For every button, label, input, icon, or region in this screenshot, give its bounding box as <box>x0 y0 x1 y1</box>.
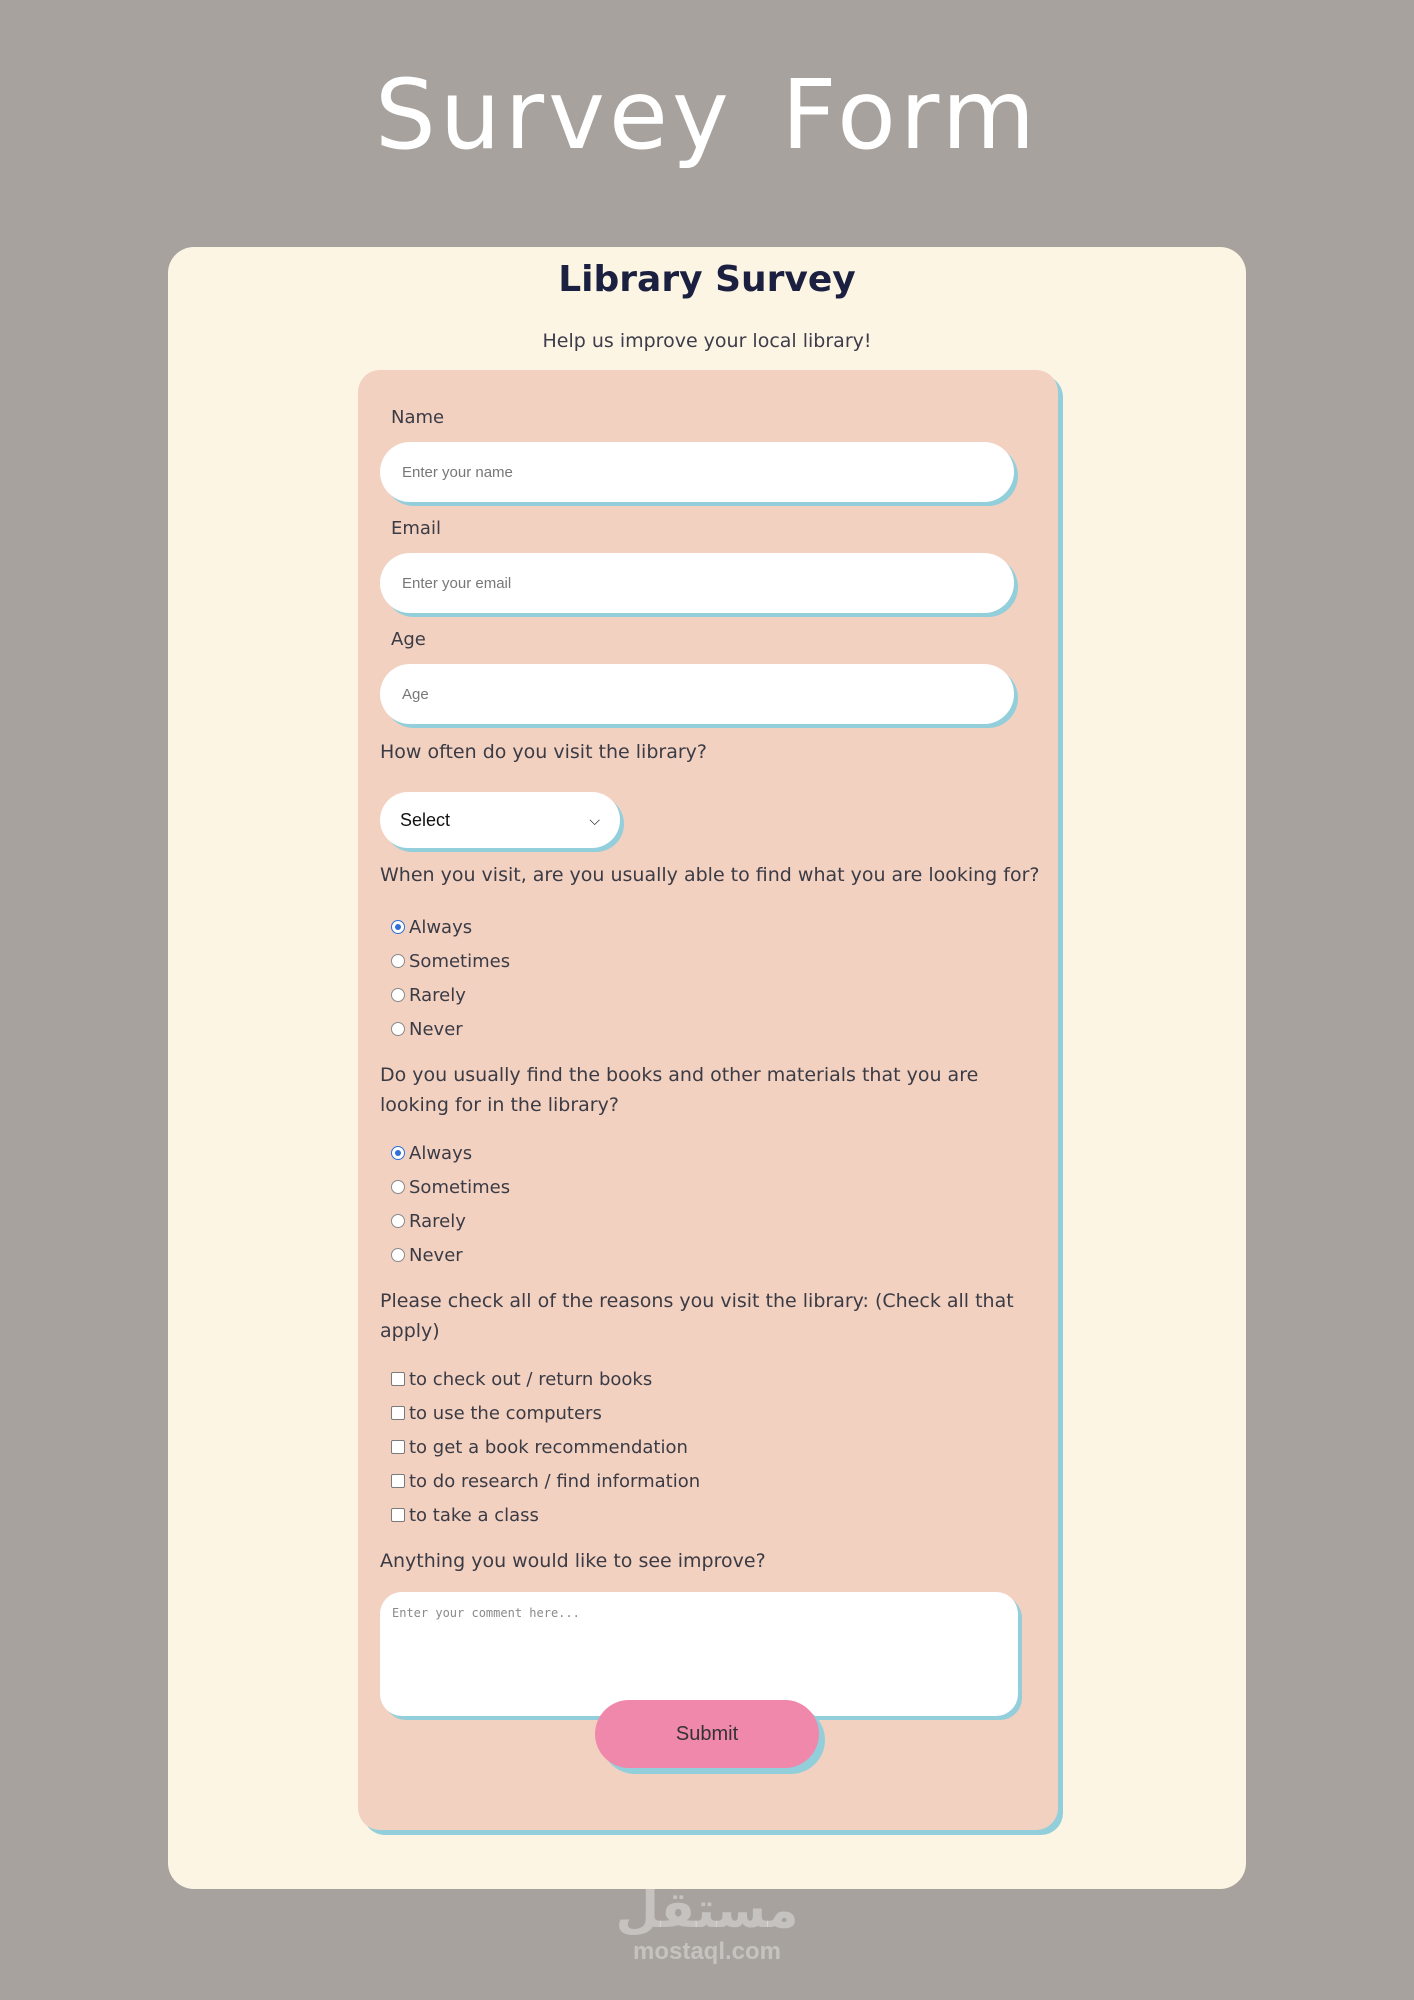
comments-question: Anything you would like to see improve? <box>380 1550 766 1572</box>
checkbox[interactable] <box>391 1372 405 1386</box>
option-label: Sometimes <box>409 1176 511 1198</box>
option-label: Never <box>409 1018 463 1040</box>
find-option-rarely[interactable] <box>391 983 466 1007</box>
reason-option-recommendation[interactable] <box>391 1435 688 1459</box>
option-label: Rarely <box>409 984 466 1006</box>
age-label: Age <box>391 629 426 650</box>
radio[interactable] <box>391 988 405 1002</box>
survey-form <box>358 370 1058 1830</box>
materials-option-rarely[interactable] <box>391 1209 466 1233</box>
name-input[interactable] <box>380 442 1014 502</box>
survey-card <box>168 247 1246 1889</box>
option-label: to check out / return books <box>409 1368 653 1390</box>
radio-checked[interactable] <box>391 920 405 934</box>
comment-textarea[interactable] <box>380 1592 1018 1716</box>
materials-option-always[interactable] <box>391 1141 472 1165</box>
materials-option-never[interactable] <box>391 1243 463 1267</box>
checkbox[interactable] <box>391 1508 405 1522</box>
survey-title: Library Survey <box>558 259 856 300</box>
option-label: to do research / find information <box>409 1470 701 1492</box>
materials-option-sometimes[interactable] <box>391 1175 510 1199</box>
radio-checked[interactable] <box>391 1146 405 1160</box>
option-label: to get a book recommendation <box>409 1436 688 1458</box>
reason-option-class[interactable] <box>391 1503 539 1527</box>
option-label: to use the computers <box>409 1402 602 1424</box>
visit-frequency-select[interactable] <box>380 792 620 848</box>
radio[interactable] <box>391 1248 405 1262</box>
checkbox[interactable] <box>391 1474 405 1488</box>
email-input[interactable] <box>380 553 1014 613</box>
find-option-sometimes[interactable] <box>391 949 510 973</box>
radio[interactable] <box>391 954 405 968</box>
watermark-logo <box>0 1882 1414 1966</box>
submit-button[interactable]: Submit <box>595 1700 819 1768</box>
survey-subtitle: Help us improve your local library! <box>542 330 872 352</box>
checkbox[interactable] <box>391 1440 405 1454</box>
find-question: When you visit, are you usually able to find what you are looking for? <box>380 864 1040 886</box>
option-label: Rarely <box>409 1210 466 1232</box>
chevron-down-icon: ⌵ <box>589 811 600 828</box>
watermark-latin: mostaql.com <box>632 1938 782 1965</box>
email-label: Email <box>391 518 441 539</box>
reasons-question: Please check all of the reasons you visit the library: (Check all that apply) <box>380 1290 1014 1342</box>
option-label: to take a class <box>409 1504 539 1526</box>
find-option-always[interactable] <box>391 915 472 939</box>
age-input[interactable] <box>380 664 1014 724</box>
radio[interactable] <box>391 1214 405 1228</box>
materials-question: Do you usually find the books and other materials that you are looking for in the library? <box>380 1064 979 1116</box>
option-label: Always <box>409 1142 473 1164</box>
reason-option-computers[interactable] <box>391 1401 602 1425</box>
option-label: Always <box>409 916 473 938</box>
reason-option-checkout[interactable] <box>391 1367 652 1391</box>
name-label: Name <box>391 407 445 428</box>
radio[interactable] <box>391 1180 405 1194</box>
find-option-never[interactable] <box>391 1017 463 1041</box>
radio[interactable] <box>391 1022 405 1036</box>
watermark-arabic: مستقل <box>615 1881 799 1939</box>
page-title: Survey Form <box>374 59 1040 171</box>
select-value: Select <box>400 809 451 830</box>
checkbox[interactable] <box>391 1406 405 1420</box>
visit-frequency-question: How often do you visit the library? <box>380 741 707 763</box>
option-label: Sometimes <box>409 950 511 972</box>
reason-option-research[interactable] <box>391 1469 700 1493</box>
option-label: Never <box>409 1244 463 1266</box>
